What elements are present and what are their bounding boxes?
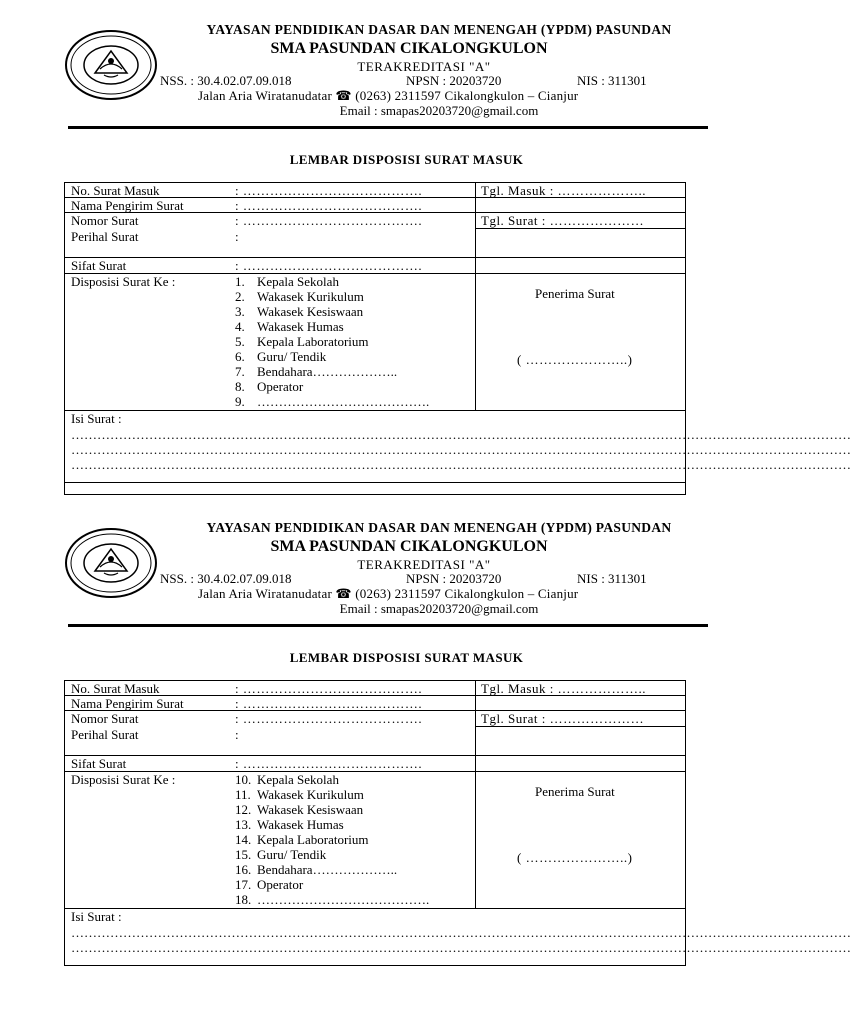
tgl-surat-field[interactable]: Tgl. Surat : ………………… <box>481 711 645 726</box>
disposisi-item[interactable]: 10. Kepala Sekolah <box>235 772 339 787</box>
disposisi-item[interactable]: 11. Wakasek Kurikulum <box>235 787 364 802</box>
foundation-name: YAYASAN PENDIDIKAN DASAR DAN MENENGAH (YPDM) PASUNDAN <box>206 22 672 37</box>
isi-line[interactable]: ……………………………………………………………………………………………………………………………………………………………… <box>71 427 851 442</box>
perihal-field[interactable]: : <box>235 229 239 244</box>
disposisi-label: Disposisi Surat Ke : <box>71 274 176 289</box>
nomor-surat-field[interactable]: : …………………………………. <box>235 711 423 726</box>
nomor-surat-label: Nomor Surat <box>71 213 139 228</box>
sifat-label: Sifat Surat <box>71 756 127 771</box>
isi-label: Isi Surat : <box>71 411 122 426</box>
disposisi-item[interactable]: 7. Bendahara……………….. <box>235 364 398 379</box>
nss-number: NSS. : 30.4.02.07.09.018 <box>160 73 292 88</box>
perihal-label: Perihal Surat <box>71 229 139 244</box>
pengirim-field[interactable]: : …………………………………. <box>235 198 423 213</box>
nomor-surat-label: Nomor Surat <box>71 711 139 726</box>
pengirim-label: Nama Pengirim Surat <box>71 696 184 711</box>
school-address: Jalan Aria Wiratanudatar ☎ (0263) 2311597 Cikalongkulon – Cianjur <box>198 88 579 103</box>
school-address: Jalan Aria Wiratanudatar ☎ (0263) 2311597 Cikalongkulon – Cianjur <box>198 586 579 601</box>
school-email: Email : smapas20203720@gmail.com <box>339 103 539 118</box>
header-divider <box>68 126 708 129</box>
school-name: SMA PASUNDAN CIKALONGKULON <box>270 538 548 555</box>
sifat-field[interactable]: : …………………………………. <box>235 756 423 771</box>
disposisi-item[interactable]: 6. Guru/ Tendik <box>235 349 327 364</box>
form-title: LEMBAR DISPOSISI SURAT MASUK <box>289 152 524 167</box>
accreditation: TERAKREDITASI "A" <box>357 557 491 572</box>
disposisi-item[interactable]: 4. Wakasek Humas <box>235 319 344 334</box>
disposisi-label: Disposisi Surat Ke : <box>71 772 176 787</box>
disposisi-item[interactable]: 2. Wakasek Kurikulum <box>235 289 364 304</box>
school-name: SMA PASUNDAN CIKALONGKULON <box>270 40 548 57</box>
perihal-label: Perihal Surat <box>71 727 139 742</box>
form-title: LEMBAR DISPOSISI SURAT MASUK <box>289 650 524 665</box>
pengirim-label: Nama Pengirim Surat <box>71 198 184 213</box>
disposisi-item[interactable]: 12. Wakasek Kesiswaan <box>235 802 364 817</box>
nis-number: NIS : 311301 <box>577 73 647 88</box>
disposition-form-1 <box>0 0 851 500</box>
disposisi-item[interactable]: 5. Kepala Laboratorium <box>235 334 369 349</box>
sifat-label: Sifat Surat <box>71 258 127 273</box>
penerima-label: Penerima Surat <box>535 784 615 799</box>
header-divider <box>68 624 708 627</box>
penerima-signature-field[interactable]: ( …………………..) <box>517 352 633 367</box>
no-surat-label: No. Surat Masuk <box>71 183 160 198</box>
disposisi-item[interactable]: 1. Kepala Sekolah <box>235 274 339 289</box>
disposition-table <box>64 182 851 495</box>
disposisi-item[interactable]: 8. Operator <box>235 379 304 394</box>
disposition-table <box>64 680 851 966</box>
disposisi-item[interactable]: 14. Kepala Laboratorium <box>235 832 369 847</box>
sifat-field[interactable]: : …………………………………. <box>235 258 423 273</box>
tgl-masuk-field[interactable]: Tgl. Masuk : ……………….. <box>481 183 647 198</box>
tgl-surat-field[interactable]: Tgl. Surat : ………………… <box>481 213 645 228</box>
perihal-field[interactable]: : <box>235 727 239 742</box>
accreditation: TERAKREDITASI "A" <box>357 59 491 74</box>
no-surat-label: No. Surat Masuk <box>71 681 160 696</box>
school-email: Email : smapas20203720@gmail.com <box>339 601 539 616</box>
tgl-masuk-field[interactable]: Tgl. Masuk : ……………….. <box>481 681 647 696</box>
nis-number: NIS : 311301 <box>577 571 647 586</box>
disposisi-item[interactable]: 18. …………………………………. <box>235 892 430 907</box>
npsn-number: NPSN : 20203720 <box>406 571 502 586</box>
pengirim-field[interactable]: : …………………………………. <box>235 696 423 711</box>
isi-line[interactable]: ……………………………………………………………………………………………………………………………………………………………… <box>71 442 851 457</box>
disposisi-item[interactable]: 16. Bendahara……………….. <box>235 862 398 877</box>
isi-line[interactable]: ……………………………………………………………………………………………………………………………………………………………… <box>71 925 851 940</box>
disposisi-item[interactable]: 9. …………………………………. <box>235 394 430 409</box>
disposisi-item[interactable]: 15. Guru/ Tendik <box>235 847 327 862</box>
nss-number: NSS. : 30.4.02.07.09.018 <box>160 571 292 586</box>
disposisi-item[interactable]: 3. Wakasek Kesiswaan <box>235 304 364 319</box>
penerima-signature-field[interactable]: ( …………………..) <box>517 850 633 865</box>
foundation-name: YAYASAN PENDIDIKAN DASAR DAN MENENGAH (YPDM) PASUNDAN <box>206 520 672 535</box>
isi-line[interactable]: ……………………………………………………………………………………………………………………………………………………………… <box>71 457 851 472</box>
penerima-label: Penerima Surat <box>535 286 615 301</box>
disposisi-item[interactable]: 17. Operator <box>235 877 304 892</box>
nomor-surat-field[interactable]: : …………………………………. <box>235 213 423 228</box>
no-surat-field[interactable]: : …………………………………. <box>235 681 423 696</box>
disposition-form-2 <box>0 498 851 998</box>
npsn-number: NPSN : 20203720 <box>406 73 502 88</box>
no-surat-field[interactable]: : …………………………………. <box>235 183 423 198</box>
isi-line[interactable]: ……………………………………………………………………………………………………………………………………………………………… <box>71 940 851 955</box>
isi-label: Isi Surat : <box>71 909 122 924</box>
disposisi-item[interactable]: 13. Wakasek Humas <box>235 817 344 832</box>
